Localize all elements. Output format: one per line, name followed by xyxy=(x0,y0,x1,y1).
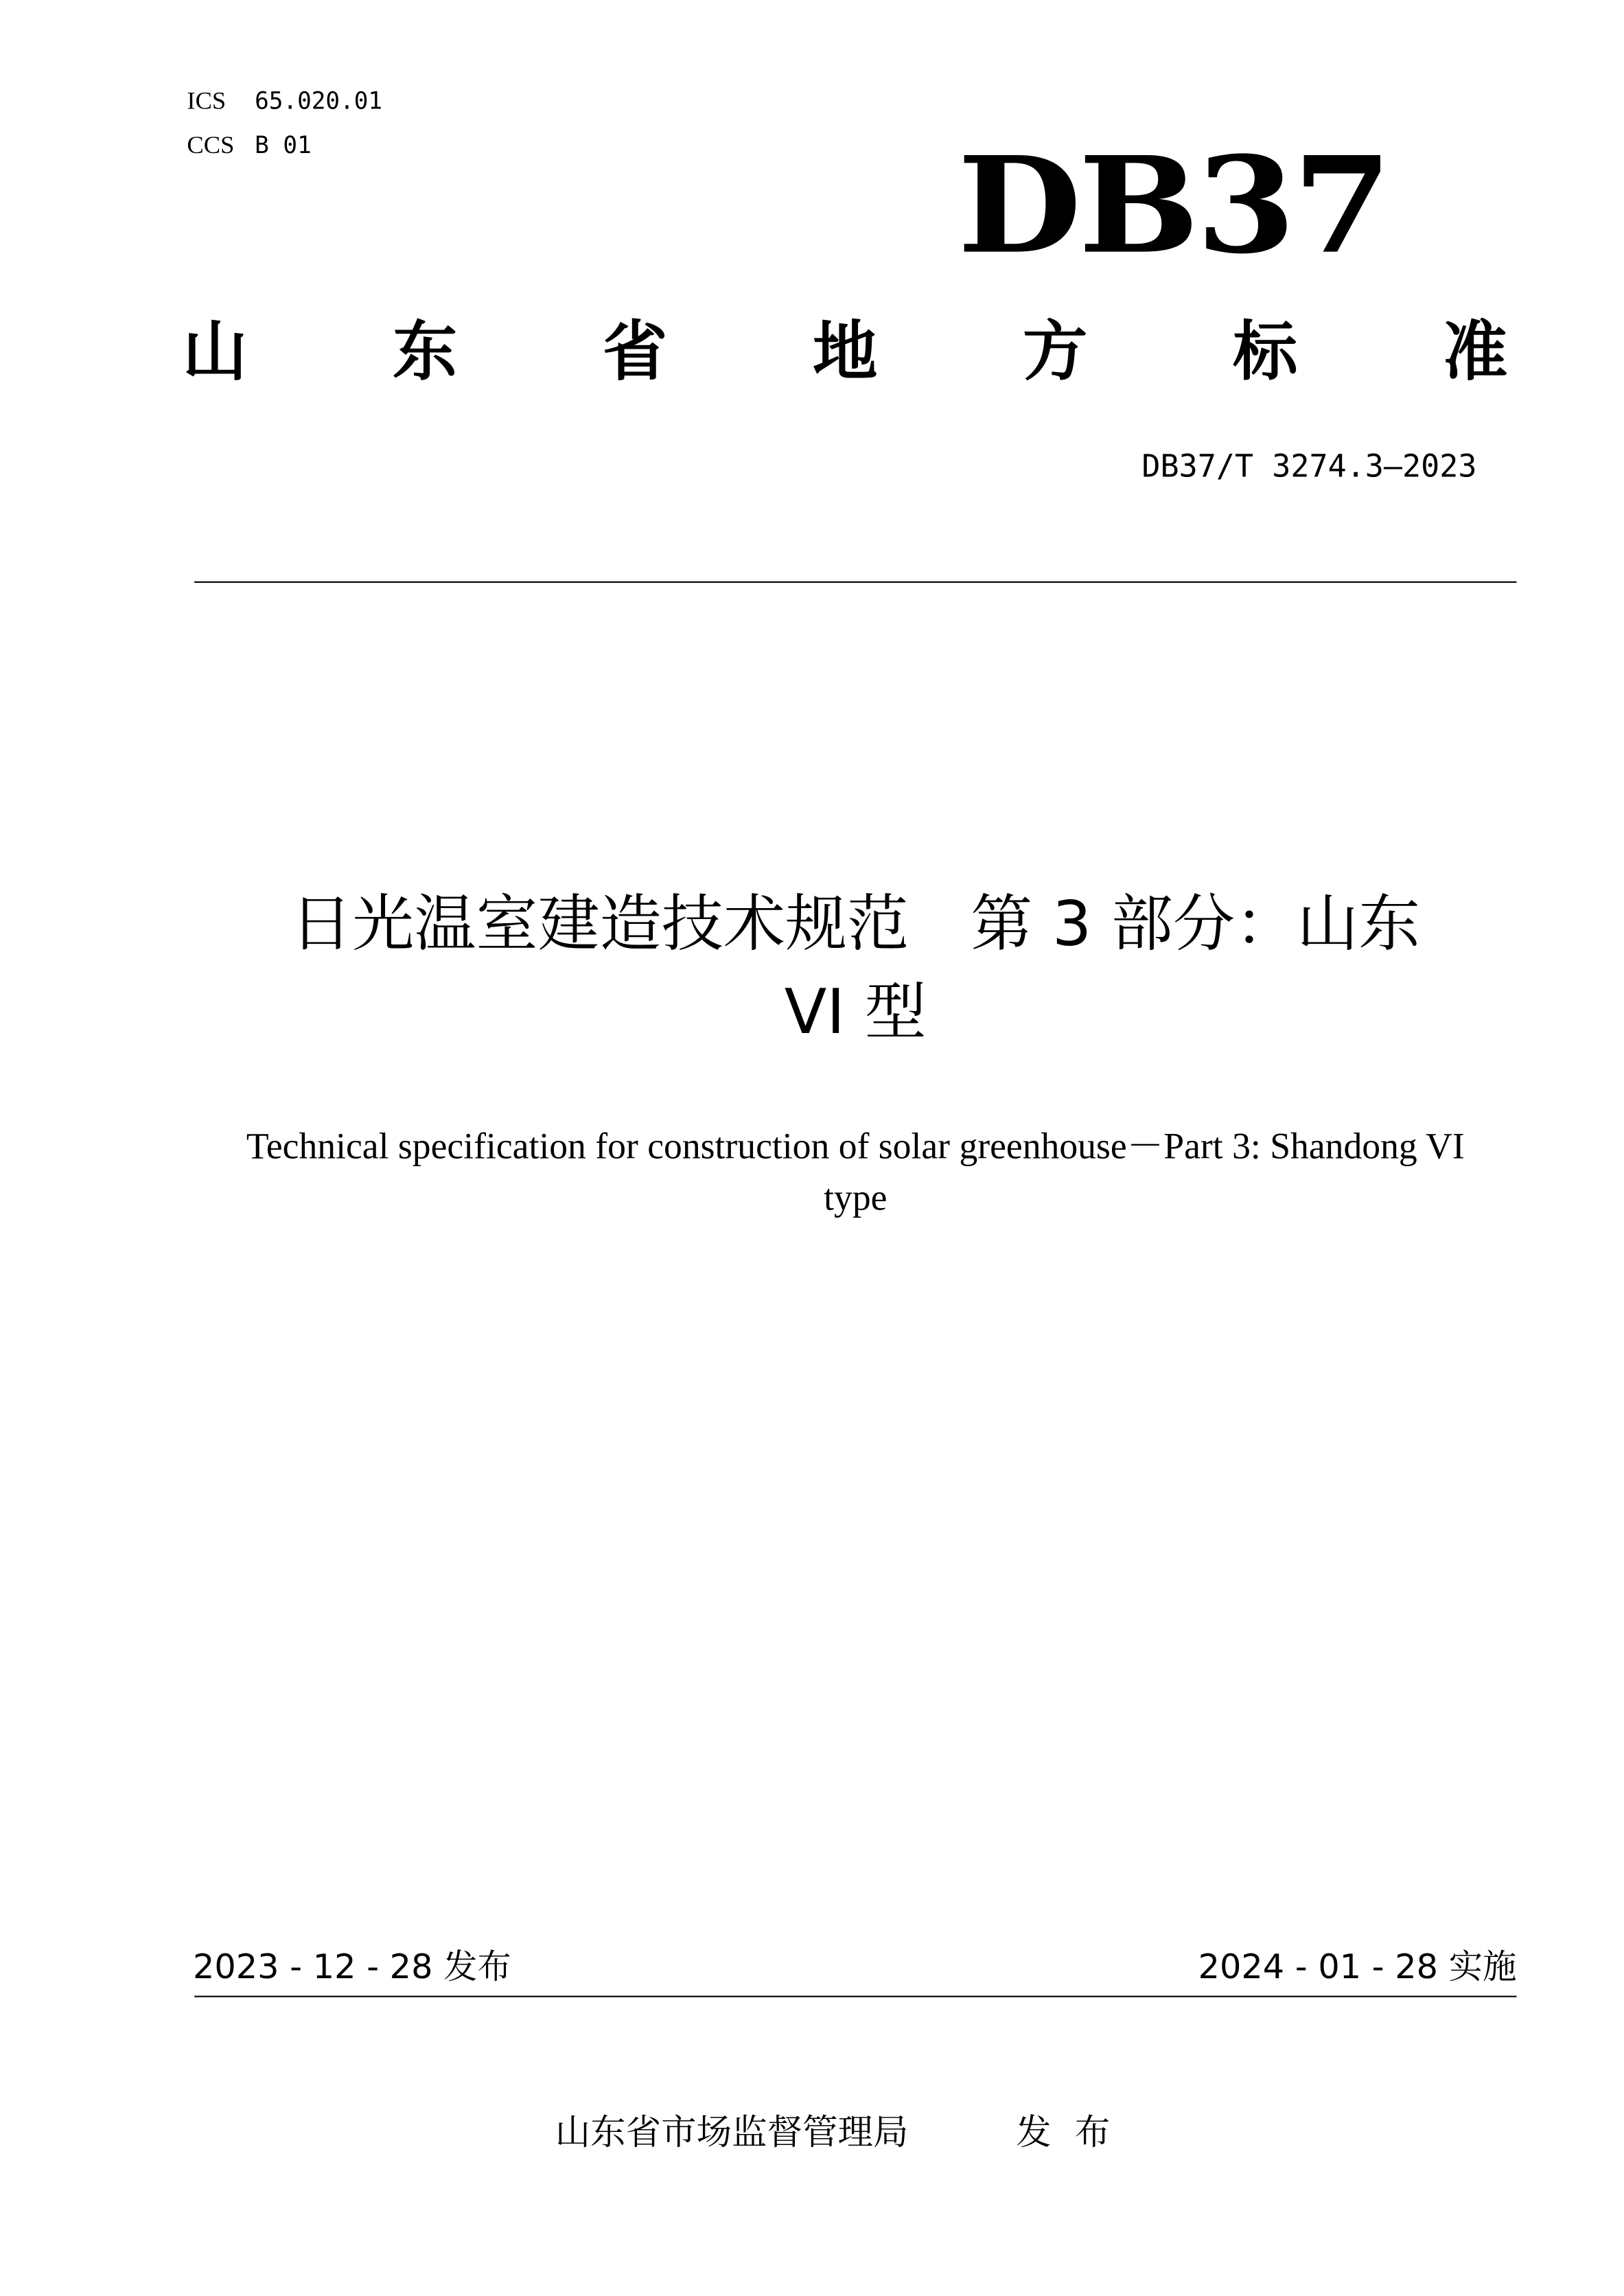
chinese-title-line2: VI 型 xyxy=(784,975,927,1048)
ccs-value: B 01 xyxy=(255,130,312,159)
standard-type-char: 准 xyxy=(1443,314,1508,391)
standard-type-char: 山 xyxy=(182,314,248,391)
english-title-line1: Technical specification for construction of solar greenhouse－Part 3: Shandong VI xyxy=(246,1127,1465,1168)
english-title xyxy=(194,1122,1516,1225)
standard-type-title xyxy=(183,312,1508,395)
standard-type-char: 方 xyxy=(1023,314,1088,391)
standard-type-char: 地 xyxy=(813,314,878,391)
publish-date: 2023 - 12 - 28 发布 xyxy=(193,1948,511,1987)
ics-value: 65.020.01 xyxy=(255,86,383,115)
ccs-row xyxy=(187,124,382,167)
ccs-label: CCS xyxy=(187,130,235,159)
standard-type-char: 省 xyxy=(603,314,668,391)
classification-codes xyxy=(187,80,382,168)
issuing-authority: 山东省市场监督管理局 xyxy=(555,2111,909,2153)
top-divider xyxy=(194,581,1516,583)
english-title-line2: type xyxy=(824,1179,888,1219)
ics-label: ICS xyxy=(187,86,227,115)
issued-label: 发布 xyxy=(1016,2111,1134,2153)
ics-row xyxy=(187,80,382,124)
bottom-divider xyxy=(194,1996,1516,1997)
chinese-title-line1: 日光温室建造技术规范 第 3 部分：山东 xyxy=(290,887,1421,960)
standard-type-char: 东 xyxy=(393,314,458,391)
db37-logo: DB37 xyxy=(957,128,1389,284)
implement-date: 2024 - 01 - 28 实施 xyxy=(1198,1948,1517,1987)
standard-number: DB37/T 3274.3—2023 xyxy=(1141,448,1477,485)
standard-type-char: 标 xyxy=(1233,314,1298,391)
chinese-title xyxy=(194,880,1516,1056)
